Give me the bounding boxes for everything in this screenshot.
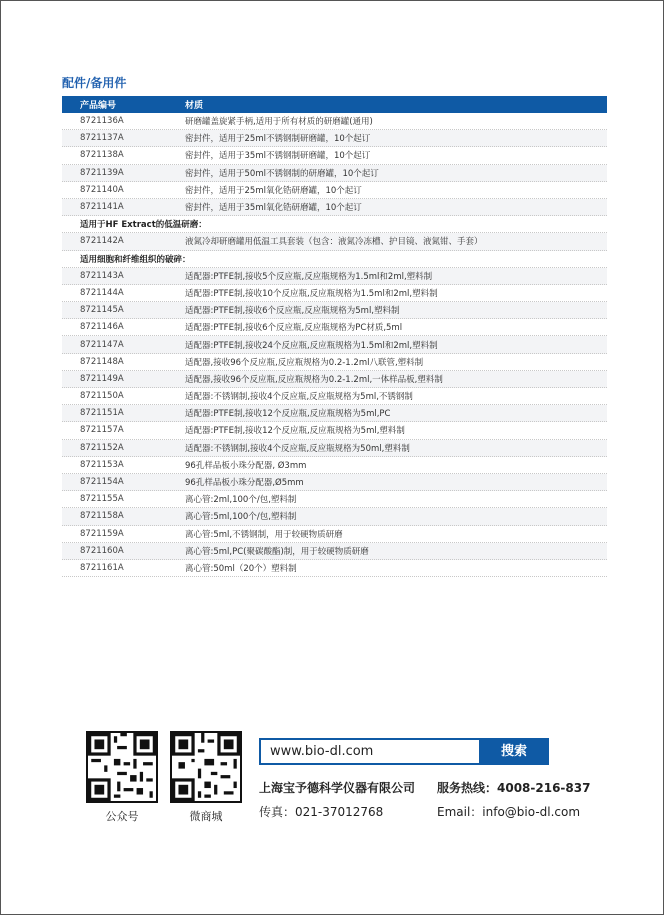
search-input[interactable]: www.bio-dl.com: [259, 738, 479, 765]
material-description: 密封件，适用于25ml不锈钢制研磨罐，10个起订: [185, 134, 371, 145]
qr-icon: [88, 733, 156, 801]
table-body: [62, 113, 607, 577]
material-description: 适配器,接收96个反应瓶,反应瓶规格为0.2-1.2ml,一体样品板,塑料制: [185, 374, 443, 385]
subheading-label: 适用于HF Extract的低温研磨：: [80, 220, 207, 231]
material-description: 离心管:50ml（20个）塑料制: [185, 563, 297, 574]
material-description: 适配器:PTFE制,接收6个反应瓶,反应瓶规格为PC材质,5ml: [185, 323, 403, 334]
table-row: [62, 182, 607, 199]
material-description: 研磨罐盖旋紧手柄,适用于所有材质的研磨罐(通用): [185, 117, 373, 128]
product-code: 8721154A: [80, 477, 124, 488]
table-row: [62, 560, 607, 577]
material-description: 适配器,接收96个反应瓶,反应瓶规格为0.2-1.2ml八联管,塑料制: [185, 357, 424, 368]
table-row: [62, 474, 607, 491]
table-row: [62, 457, 607, 474]
table-row: [62, 302, 607, 319]
qr-code-shop: [170, 731, 242, 803]
product-code: 8721138A: [80, 150, 124, 161]
header-product-code: 产品编号: [80, 101, 117, 111]
product-code: 8721152A: [80, 442, 124, 453]
material-description: 适配器:PTFE制,接收6个反应瓶,反应瓶规格为5ml,塑料制: [185, 306, 400, 317]
product-code: 8721150A: [80, 391, 124, 402]
table-row: [62, 508, 607, 525]
table-row: [62, 543, 607, 560]
subheading-label: 适用细胞和纤维组织的破碎：: [80, 254, 191, 265]
header-material: 材质: [185, 101, 204, 111]
email-address: Email：info@bio-dl.com: [437, 805, 581, 819]
material-description: 密封件，适用于25ml氧化锆研磨罐，10个起订: [185, 185, 362, 196]
material-description: 适配器:PTFE制,接收5个反应瓶,反应瓶规格为1.5ml和2ml,塑料制: [185, 271, 433, 282]
qr-icon: [172, 733, 240, 801]
table-row: [62, 526, 607, 543]
table-row: [62, 199, 607, 216]
table-row: [62, 440, 607, 457]
table-row: [62, 130, 607, 147]
table-row: [62, 354, 607, 371]
material-description: 离心管:5ml,不锈钢制，用于较硬物质研磨: [185, 529, 343, 540]
section-title: 配件/备用件: [62, 76, 127, 90]
table-subheading: [62, 216, 607, 233]
product-code: 8721143A: [80, 270, 124, 281]
product-code: 8721161A: [80, 562, 124, 573]
material-description: 适配器:PTFE制,接收10个反应瓶,反应瓶规格为1.5ml和2ml,塑料制: [185, 288, 438, 299]
material-description: 离心管:2ml,100个/包,塑料制: [185, 495, 297, 506]
product-code: 8721140A: [80, 184, 124, 195]
material-description: 适配器:不锈钢制,接收4个反应瓶,反应瓶规格为50ml,塑料制: [185, 443, 410, 454]
table-row: [62, 147, 607, 164]
product-code: 8721142A: [80, 236, 124, 247]
table-row: [62, 405, 607, 422]
product-code: 8721139A: [80, 167, 124, 178]
product-code: 8721148A: [80, 356, 124, 367]
product-code: 8721155A: [80, 494, 124, 505]
product-code: 8721141A: [80, 202, 124, 213]
material-description: 适配器:不锈钢制,接收4个反应瓶,反应瓶规格为5ml,不锈钢制: [185, 392, 413, 403]
table-row: [62, 165, 607, 182]
product-code: 8721159A: [80, 528, 124, 539]
search-button[interactable]: 搜索: [479, 738, 549, 765]
product-code: 8721160A: [80, 545, 124, 556]
fax-number: 传真：021-37012768: [259, 805, 384, 819]
material-description: 离心管:5ml,100个/包,塑料制: [185, 512, 297, 523]
table-row: [62, 422, 607, 439]
table-header: [62, 96, 607, 113]
product-code: 8721146A: [80, 322, 124, 333]
table-subheading: [62, 251, 607, 268]
material-description: 密封件，适用于35ml不锈钢制研磨罐，10个起订: [185, 151, 371, 162]
product-code: 8721145A: [80, 305, 124, 316]
material-description: 适配器:PTFE制,接收12个反应瓶,反应瓶规格为5ml,PC: [185, 409, 391, 420]
table-row: [62, 371, 607, 388]
table-row: [62, 268, 607, 285]
material-description: 96孔样品板小珠分配器,Ø5mm: [185, 478, 304, 489]
qr-label-wechat: 公众号: [105, 810, 139, 823]
parts-table: [62, 96, 607, 577]
table-row: [62, 113, 607, 130]
material-description: 液氮冷却研磨罐用低温工具套装（包含：液氮冷冻槽、护目镜、液氮钳、手套）: [185, 237, 483, 248]
product-code: 8721144A: [80, 287, 124, 298]
table-row: [62, 388, 607, 405]
service-hotline: 服务热线：4008-216-837: [437, 781, 591, 795]
product-code: 8721151A: [80, 408, 124, 419]
product-code: 8721157A: [80, 425, 124, 436]
table-row: [62, 491, 607, 508]
qr-label-shop: 微商城: [189, 810, 223, 823]
material-description: 密封件，适用于35ml氧化锆研磨罐，10个起订: [185, 203, 362, 214]
material-description: 96孔样品板小珠分配器, Ø3mm: [185, 460, 307, 471]
qr-code-wechat: [86, 731, 158, 803]
product-code: 8721137A: [80, 133, 124, 144]
table-row: [62, 233, 607, 250]
material-description: 适配器:PTFE制,接收24个反应瓶,反应瓶规格为1.5ml和2ml,塑料制: [185, 340, 438, 351]
product-code: 8721147A: [80, 339, 124, 350]
product-code: 8721149A: [80, 373, 124, 384]
material-description: 适配器:PTFE制,接收12个反应瓶,反应瓶规格为5ml,塑料制: [185, 426, 405, 437]
table-row: [62, 319, 607, 336]
table-row: [62, 336, 607, 353]
company-name: 上海宝予德科学仪器有限公司: [259, 781, 416, 795]
material-description: 离心管:5ml,PC(聚碳酸酯)制，用于较硬物质研磨: [185, 546, 369, 557]
product-code: 8721153A: [80, 459, 124, 470]
table-row: [62, 285, 607, 302]
footer: [1, 721, 664, 831]
material-description: 密封件，适用于50ml不锈钢制的研磨罐，10个起订: [185, 168, 379, 179]
product-code: 8721158A: [80, 511, 124, 522]
product-code: 8721136A: [80, 116, 124, 127]
